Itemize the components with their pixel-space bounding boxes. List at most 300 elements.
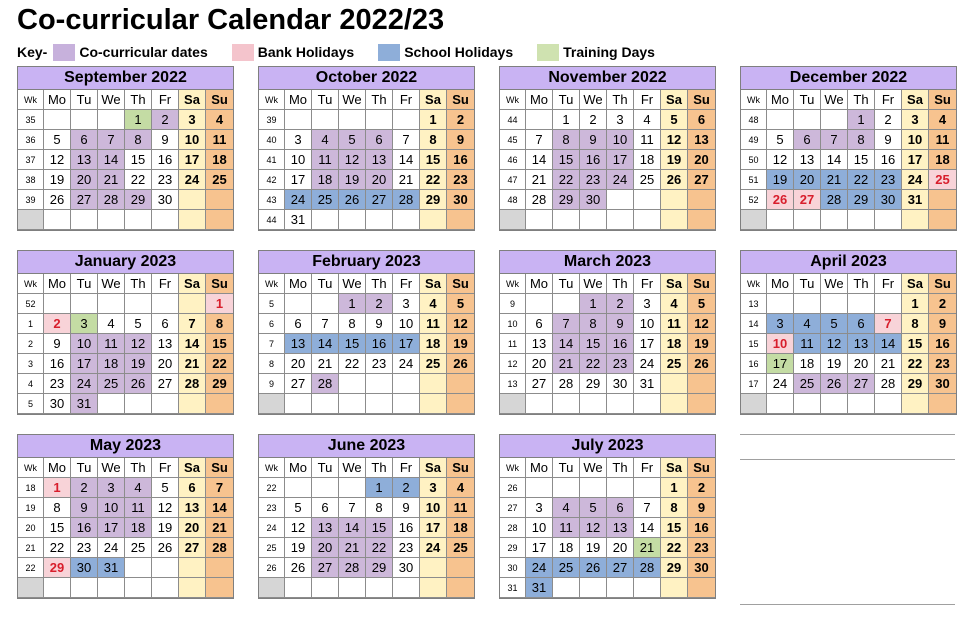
week-number: 12	[500, 354, 526, 374]
week-header: Wk	[259, 274, 285, 294]
legend-prefix: Key-	[17, 44, 48, 60]
day-cell: 26	[821, 374, 848, 394]
day-cell: 31	[634, 374, 661, 394]
empty-day-cell	[634, 478, 661, 498]
day-cell: 13	[312, 518, 339, 538]
month-grid	[500, 274, 715, 414]
week-number: 25	[259, 538, 285, 558]
day-cell: 8	[553, 130, 580, 150]
empty-day-cell	[902, 394, 929, 414]
day-cell: 4	[929, 110, 956, 130]
day-cell: 11	[125, 498, 152, 518]
day-cell: 26	[339, 190, 366, 210]
day-cell: 1	[661, 478, 688, 498]
empty-day-cell	[339, 110, 366, 130]
notes-line	[740, 434, 955, 435]
weekday-header: Tu	[71, 274, 98, 294]
weekday-header: Mo	[285, 274, 312, 294]
day-cell: 18	[125, 518, 152, 538]
day-cell: 15	[848, 150, 875, 170]
day-cell: 27	[179, 538, 206, 558]
empty-day-cell	[794, 294, 821, 314]
day-cell: 12	[821, 334, 848, 354]
empty-day-cell	[339, 478, 366, 498]
day-cell: 13	[526, 334, 553, 354]
week-number: 41	[259, 150, 285, 170]
empty-day-cell	[447, 394, 474, 414]
day-cell: 11	[447, 498, 474, 518]
day-cell: 18	[98, 354, 125, 374]
day-cell: 7	[98, 130, 125, 150]
day-cell: 19	[661, 150, 688, 170]
weekday-header: Sa	[902, 90, 929, 110]
weekday-header: Fr	[152, 90, 179, 110]
day-cell: 28	[553, 374, 580, 394]
day-cell: 23	[875, 170, 902, 190]
day-cell: 12	[661, 130, 688, 150]
day-cell: 24	[393, 354, 420, 374]
weekday-header: Fr	[634, 458, 661, 478]
day-cell: 14	[821, 150, 848, 170]
weekday-header: We	[339, 274, 366, 294]
empty-day-cell	[553, 394, 580, 414]
week-header: Wk	[259, 458, 285, 478]
day-cell: 25	[661, 354, 688, 374]
weekday-header: We	[821, 90, 848, 110]
weekday-header: Sa	[179, 458, 206, 478]
empty-day-cell	[152, 558, 179, 578]
day-cell: 18	[794, 354, 821, 374]
empty-day-cell	[71, 294, 98, 314]
day-cell: 7	[179, 314, 206, 334]
day-cell: 31	[71, 394, 98, 414]
weekday-header: Mo	[526, 458, 553, 478]
month-title: September 2022	[18, 67, 233, 90]
day-cell: 13	[152, 334, 179, 354]
day-cell: 3	[393, 294, 420, 314]
day-cell: 20	[607, 538, 634, 558]
day-cell: 27	[285, 374, 312, 394]
day-cell: 17	[902, 150, 929, 170]
empty-day-cell	[420, 558, 447, 578]
week-number	[500, 394, 526, 414]
day-cell: 9	[447, 130, 474, 150]
day-cell: 5	[688, 294, 715, 314]
weekday-header: Fr	[393, 458, 420, 478]
week-number: 29	[500, 538, 526, 558]
day-cell: 8	[902, 314, 929, 334]
week-number: 48	[741, 110, 767, 130]
day-cell: 4	[312, 130, 339, 150]
weekday-header: We	[580, 90, 607, 110]
day-cell: 31	[98, 558, 125, 578]
month-title: December 2022	[741, 67, 956, 90]
month-grid	[259, 274, 474, 414]
day-cell: 30	[875, 190, 902, 210]
empty-day-cell	[794, 110, 821, 130]
empty-day-cell	[366, 210, 393, 230]
day-cell: 20	[152, 354, 179, 374]
weekday-header: Sa	[420, 274, 447, 294]
day-cell: 3	[420, 478, 447, 498]
empty-day-cell	[152, 394, 179, 414]
day-cell: 17	[634, 334, 661, 354]
empty-day-cell	[152, 294, 179, 314]
month-grid	[259, 90, 474, 230]
day-cell: 23	[366, 354, 393, 374]
day-cell: 29	[661, 558, 688, 578]
day-cell: 23	[607, 354, 634, 374]
day-cell: 1	[553, 110, 580, 130]
day-cell: 21	[634, 538, 661, 558]
weekday-header: Mo	[44, 90, 71, 110]
day-cell: 7	[339, 498, 366, 518]
day-cell: 22	[206, 354, 233, 374]
day-cell: 19	[580, 538, 607, 558]
day-cell: 7	[312, 314, 339, 334]
day-cell: 1	[580, 294, 607, 314]
empty-day-cell	[179, 394, 206, 414]
day-cell: 25	[634, 170, 661, 190]
empty-day-cell	[312, 578, 339, 598]
empty-day-cell	[553, 294, 580, 314]
day-cell: 2	[366, 294, 393, 314]
empty-day-cell	[312, 394, 339, 414]
day-cell: 4	[206, 110, 233, 130]
day-cell: 3	[179, 110, 206, 130]
week-header: Wk	[500, 274, 526, 294]
day-cell: 3	[607, 110, 634, 130]
week-number: 35	[18, 110, 44, 130]
empty-day-cell	[821, 294, 848, 314]
day-cell: 30	[71, 558, 98, 578]
day-cell: 27	[794, 190, 821, 210]
empty-day-cell	[526, 394, 553, 414]
empty-day-cell	[929, 394, 956, 414]
legend-label-cocurricular: Co-curricular dates	[79, 44, 208, 60]
day-cell: 18	[929, 150, 956, 170]
empty-day-cell	[393, 110, 420, 130]
empty-day-cell	[634, 210, 661, 230]
day-cell: 30	[44, 394, 71, 414]
day-cell: 4	[420, 294, 447, 314]
month-calendar	[740, 66, 957, 231]
week-number: 31	[500, 578, 526, 598]
weekday-header: Th	[125, 458, 152, 478]
day-cell: 21	[98, 170, 125, 190]
day-cell: 17	[285, 170, 312, 190]
weekday-header: We	[98, 274, 125, 294]
weekday-header: We	[821, 274, 848, 294]
day-cell: 1	[206, 294, 233, 314]
week-number: 40	[259, 130, 285, 150]
empty-day-cell	[152, 210, 179, 230]
empty-day-cell	[447, 374, 474, 394]
week-number: 14	[741, 314, 767, 334]
day-cell: 6	[71, 130, 98, 150]
day-cell: 24	[607, 170, 634, 190]
empty-day-cell	[98, 110, 125, 130]
weekday-header: We	[580, 458, 607, 478]
day-cell: 22	[848, 170, 875, 190]
weekday-header: Th	[607, 274, 634, 294]
day-cell: 22	[553, 170, 580, 190]
day-cell: 29	[125, 190, 152, 210]
day-cell: 6	[312, 498, 339, 518]
day-cell: 25	[98, 374, 125, 394]
day-cell: 26	[580, 558, 607, 578]
empty-day-cell	[206, 210, 233, 230]
day-cell: 3	[285, 130, 312, 150]
month-grid	[259, 458, 474, 598]
day-cell: 15	[125, 150, 152, 170]
day-cell: 15	[366, 518, 393, 538]
day-cell: 21	[553, 354, 580, 374]
day-cell: 16	[688, 518, 715, 538]
day-cell: 28	[98, 190, 125, 210]
day-cell: 10	[902, 130, 929, 150]
day-cell: 5	[580, 498, 607, 518]
day-cell: 17	[71, 354, 98, 374]
empty-day-cell	[285, 578, 312, 598]
day-cell: 20	[285, 354, 312, 374]
legend-label-bank-holidays: Bank Holidays	[257, 44, 355, 60]
day-cell: 14	[875, 334, 902, 354]
day-cell: 15	[661, 518, 688, 538]
day-cell: 29	[206, 374, 233, 394]
weekday-header: Th	[607, 90, 634, 110]
empty-day-cell	[44, 294, 71, 314]
day-cell: 15	[902, 334, 929, 354]
day-cell: 22	[420, 170, 447, 190]
empty-day-cell	[339, 374, 366, 394]
week-header: Wk	[18, 458, 44, 478]
month-calendar	[258, 434, 475, 599]
day-cell: 14	[206, 498, 233, 518]
day-cell: 12	[339, 150, 366, 170]
week-number	[18, 578, 44, 598]
empty-day-cell	[98, 578, 125, 598]
day-cell: 23	[71, 538, 98, 558]
day-cell: 5	[767, 130, 794, 150]
weekday-header: Th	[366, 274, 393, 294]
day-cell: 18	[206, 150, 233, 170]
week-number: 26	[500, 478, 526, 498]
day-cell: 13	[688, 130, 715, 150]
week-number: 4	[18, 374, 44, 394]
day-cell: 16	[152, 150, 179, 170]
weekday-header: Mo	[44, 274, 71, 294]
day-cell: 7	[206, 478, 233, 498]
week-number: 9	[500, 294, 526, 314]
day-cell: 3	[526, 498, 553, 518]
day-cell: 28	[526, 190, 553, 210]
weekday-header: Mo	[767, 90, 794, 110]
weekday-header: Sa	[661, 458, 688, 478]
week-number: 19	[18, 498, 44, 518]
day-cell: 22	[339, 354, 366, 374]
week-number: 15	[741, 334, 767, 354]
empty-day-cell	[420, 578, 447, 598]
day-cell: 11	[553, 518, 580, 538]
empty-day-cell	[767, 110, 794, 130]
day-cell: 24	[526, 558, 553, 578]
day-cell: 3	[634, 294, 661, 314]
empty-day-cell	[98, 394, 125, 414]
day-cell: 11	[206, 130, 233, 150]
day-cell: 10	[420, 498, 447, 518]
weekday-header: Sa	[179, 274, 206, 294]
week-number: 48	[500, 190, 526, 210]
empty-day-cell	[312, 478, 339, 498]
empty-day-cell	[526, 110, 553, 130]
week-number: 52	[741, 190, 767, 210]
day-cell: 12	[447, 314, 474, 334]
week-number: 3	[18, 354, 44, 374]
day-cell: 19	[285, 538, 312, 558]
day-cell: 28	[206, 538, 233, 558]
day-cell: 26	[125, 374, 152, 394]
weekday-header: Th	[366, 458, 393, 478]
day-cell: 27	[152, 374, 179, 394]
empty-day-cell	[125, 394, 152, 414]
day-cell: 19	[767, 170, 794, 190]
week-number: 11	[500, 334, 526, 354]
week-number: 26	[259, 558, 285, 578]
week-number: 46	[500, 150, 526, 170]
day-cell: 7	[875, 314, 902, 334]
empty-day-cell	[580, 578, 607, 598]
weekday-header: We	[98, 458, 125, 478]
day-cell: 13	[285, 334, 312, 354]
week-number: 23	[259, 498, 285, 518]
day-cell: 25	[312, 190, 339, 210]
day-cell: 13	[366, 150, 393, 170]
week-number: 2	[18, 334, 44, 354]
week-header: Wk	[500, 458, 526, 478]
day-cell: 9	[580, 130, 607, 150]
day-cell: 12	[152, 498, 179, 518]
day-cell: 24	[98, 538, 125, 558]
day-cell: 16	[393, 518, 420, 538]
empty-day-cell	[821, 210, 848, 230]
day-cell: 22	[366, 538, 393, 558]
day-cell: 22	[44, 538, 71, 558]
day-cell: 29	[902, 374, 929, 394]
weekday-header: Sa	[420, 458, 447, 478]
day-cell: 26	[152, 538, 179, 558]
empty-day-cell	[366, 110, 393, 130]
month-grid	[741, 90, 956, 230]
weekday-header: Tu	[71, 458, 98, 478]
empty-day-cell	[580, 210, 607, 230]
empty-day-cell	[553, 210, 580, 230]
day-cell: 4	[794, 314, 821, 334]
empty-day-cell	[661, 578, 688, 598]
legend-swatch-training-days	[537, 44, 559, 61]
day-cell: 11	[420, 314, 447, 334]
day-cell: 23	[152, 170, 179, 190]
weekday-header: Su	[688, 274, 715, 294]
weekday-header: Tu	[553, 274, 580, 294]
day-cell: 13	[607, 518, 634, 538]
month-grid	[500, 458, 715, 598]
empty-day-cell	[929, 210, 956, 230]
week-number: 5	[259, 294, 285, 314]
day-cell: 2	[447, 110, 474, 130]
empty-day-cell	[393, 394, 420, 414]
day-cell: 5	[821, 314, 848, 334]
empty-day-cell	[179, 558, 206, 578]
empty-day-cell	[98, 210, 125, 230]
month-title: February 2023	[259, 251, 474, 274]
day-cell: 1	[848, 110, 875, 130]
empty-day-cell	[206, 558, 233, 578]
day-cell: 8	[848, 130, 875, 150]
day-cell: 2	[688, 478, 715, 498]
day-cell: 24	[179, 170, 206, 190]
day-cell: 29	[553, 190, 580, 210]
month-title: April 2023	[741, 251, 956, 274]
day-cell: 4	[447, 478, 474, 498]
month-grid	[18, 274, 233, 414]
day-cell: 2	[580, 110, 607, 130]
empty-day-cell	[447, 558, 474, 578]
empty-day-cell	[312, 210, 339, 230]
day-cell: 3	[71, 314, 98, 334]
weekday-header: Su	[206, 458, 233, 478]
week-number: 39	[18, 190, 44, 210]
week-header: Wk	[500, 90, 526, 110]
day-cell: 8	[580, 314, 607, 334]
weekday-header: Fr	[152, 274, 179, 294]
day-cell: 10	[179, 130, 206, 150]
day-cell: 8	[420, 130, 447, 150]
day-cell: 2	[152, 110, 179, 130]
empty-day-cell	[312, 294, 339, 314]
day-cell: 14	[179, 334, 206, 354]
empty-day-cell	[206, 578, 233, 598]
empty-day-cell	[607, 210, 634, 230]
day-cell: 23	[447, 170, 474, 190]
empty-day-cell	[553, 578, 580, 598]
day-cell: 31	[902, 190, 929, 210]
month-title: June 2023	[259, 435, 474, 458]
day-cell: 10	[393, 314, 420, 334]
day-cell: 1	[420, 110, 447, 130]
day-cell: 6	[366, 130, 393, 150]
day-cell: 21	[526, 170, 553, 190]
day-cell: 11	[634, 130, 661, 150]
empty-day-cell	[875, 394, 902, 414]
week-number: 27	[500, 498, 526, 518]
weekday-header: Tu	[312, 274, 339, 294]
week-number: 44	[500, 110, 526, 130]
legend	[17, 43, 679, 61]
day-cell: 5	[152, 478, 179, 498]
empty-day-cell	[179, 190, 206, 210]
day-cell: 24	[71, 374, 98, 394]
day-cell: 22	[580, 354, 607, 374]
day-cell: 9	[71, 498, 98, 518]
day-cell: 6	[526, 314, 553, 334]
empty-day-cell	[661, 190, 688, 210]
day-cell: 28	[339, 558, 366, 578]
day-cell: 15	[420, 150, 447, 170]
day-cell: 11	[929, 130, 956, 150]
day-cell: 18	[553, 538, 580, 558]
empty-day-cell	[366, 374, 393, 394]
